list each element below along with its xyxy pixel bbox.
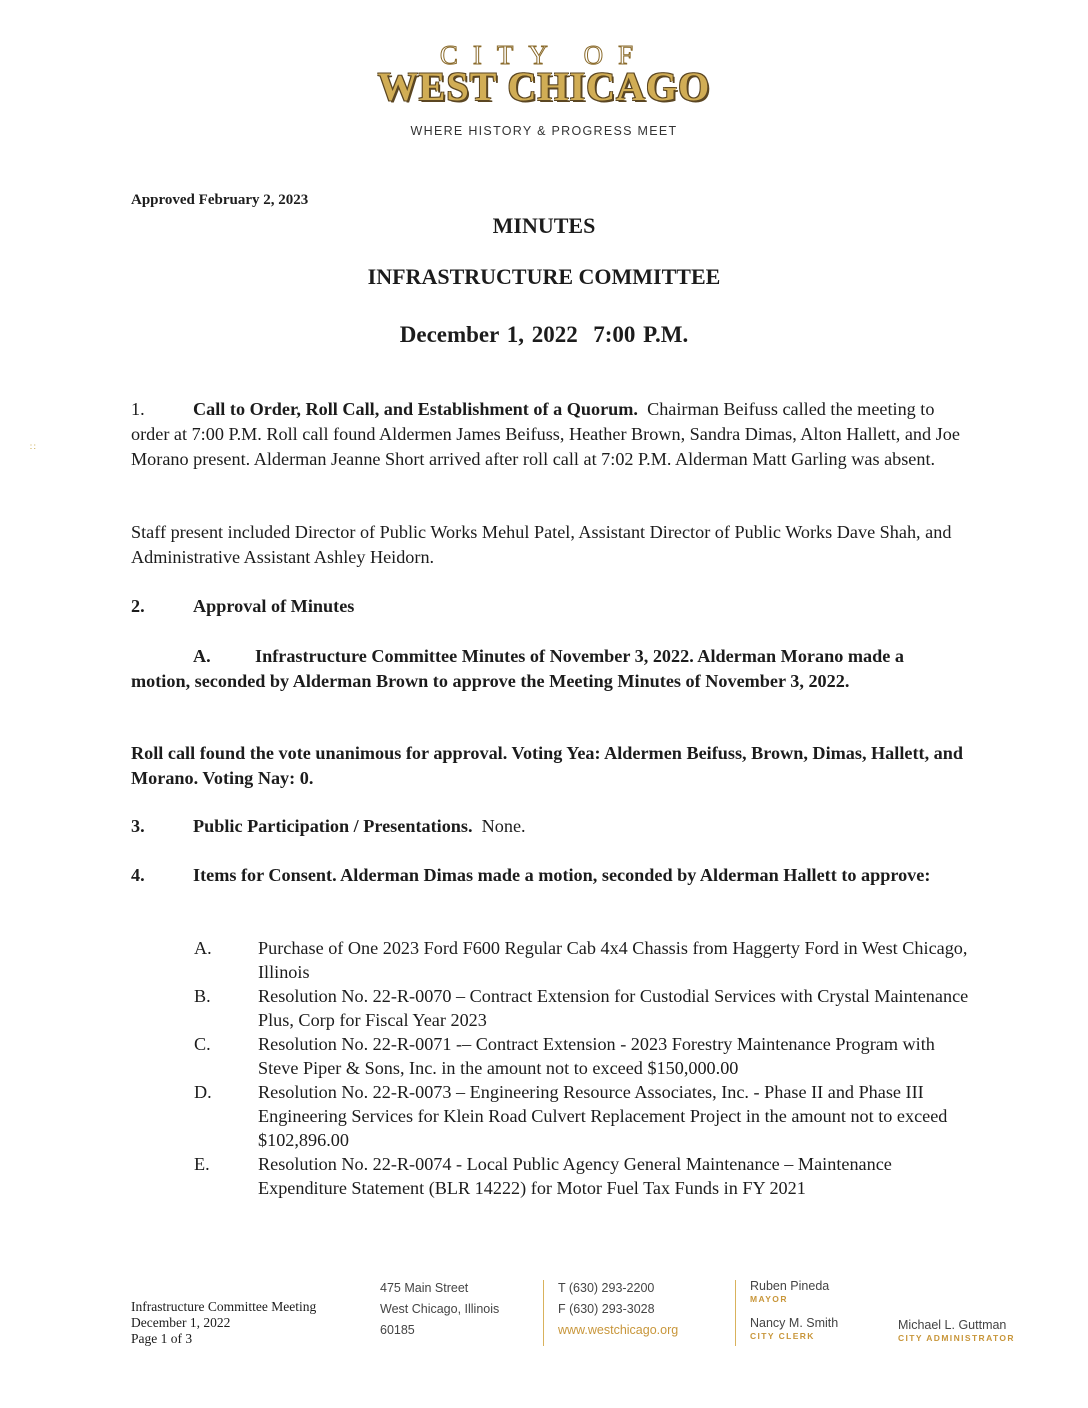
section-2-title: Approval of Minutes	[193, 596, 355, 616]
section-4	[131, 863, 963, 888]
footer-officials	[750, 1278, 838, 1342]
footer-address	[380, 1278, 499, 1341]
approved-date: Approved February 2, 2023	[131, 192, 309, 208]
section-4-number: 4.	[131, 865, 145, 885]
meeting-date: December 1, 2022 7:00 P.M.	[399, 322, 689, 347]
footer-divider	[543, 1280, 544, 1346]
consent-items-list	[194, 936, 974, 1200]
footer-page-number: Page 1 of 3	[131, 1331, 193, 1346]
section-1	[131, 397, 963, 472]
section-1-text: Chairman Beifuss called the meeting to order at 7:00 P.M. Roll call found Aldermen James Beifuss, Heather Brown, Sandra Dimas, Alton Hallett, and Joe Morano present. Alderman Jeanne Short arrived after roll call at 7:02 P.M. Alderman Matt Garling was absent.	[131, 399, 960, 469]
list-item-text: Resolution No. 22-R-0074 - Local Public Agency General Maintenance – Maintenance Expenditure Statement (BLR 14222) for Motor Fuel Tax Funds in FY 2021	[258, 1154, 892, 1198]
section-2-vote: Roll call found the vote unanimous for approval. Voting Yea: Aldermen Beifuss, Brown, Dimas, Hallett, and Morano. Voting Nay: 0.	[131, 743, 963, 788]
footer-city: West Chicago, Illinois	[380, 1302, 500, 1316]
section-3-title: Public Participation / Presentations.	[193, 816, 473, 836]
list-item-letter: C.	[194, 1034, 211, 1054]
section-3-number: 3.	[131, 816, 145, 836]
section-4-title: Items for Consent. Alderman Dimas made a motion, seconded by Alderman Hallett to approve:	[193, 865, 931, 885]
logo-tagline: WHERE HISTORY & PROGRESS MEET	[410, 124, 678, 138]
section-2a	[131, 644, 963, 694]
section-3	[131, 814, 963, 839]
clerk-name: Nancy M. Smith	[750, 1316, 839, 1330]
list-item-letter: D.	[194, 1082, 212, 1102]
section-1-number: 1.	[131, 399, 145, 419]
margin-mark-icon: ∷	[30, 442, 36, 452]
staff-present: Staff present included Director of Public Works Mehul Patel, Assistant Director of Public Works Dave Shah, and Administrative Assistant Ashley Heidorn.	[131, 522, 952, 567]
footer-website-link[interactable]: www.westchicago.org	[558, 1323, 679, 1337]
footer-divider	[735, 1280, 736, 1346]
section-3-text: None.	[481, 816, 526, 836]
list-item	[194, 1080, 974, 1152]
footer-fax: F (630) 293-3028	[558, 1302, 655, 1316]
list-item-text: Resolution No. 22-R-0071 -– Contract Extension - 2023 Forestry Maintenance Program with Steve Piper & Sons, Inc. in the amount not to exceed $150,000.00	[258, 1034, 935, 1078]
footer-phone: T (630) 293-2200	[558, 1281, 655, 1295]
footer-administrator	[898, 1317, 1015, 1344]
section-2	[131, 594, 963, 619]
list-item-letter: E.	[194, 1154, 210, 1174]
list-item-letter: B.	[194, 986, 211, 1006]
list-item-text: Resolution No. 22-R-0070 – Contract Extension for Custodial Services with Crystal Maintenance Plus, Corp for Fiscal Year 2023	[258, 986, 969, 1030]
footer-zip: 60185	[380, 1323, 415, 1337]
footer-meeting-date: December 1, 2022	[131, 1315, 231, 1330]
list-item	[194, 1032, 974, 1080]
section-2a-text: Infrastructure Committee Minutes of November 3, 2022. Alderman Morano made a motion, seconded by Alderman Brown to approve the Meeting Minutes of November 3, 2022.	[131, 646, 904, 691]
footer-street: 475 Main Street	[380, 1281, 469, 1295]
section-2a-letter: A.	[193, 646, 211, 666]
section-2-number: 2.	[131, 596, 145, 616]
list-item-text: Resolution No. 22-R-0073 – Engineering Resource Associates, Inc. - Phase II and Phase III Engineering Services for Klein Road Culvert Replacement Project in the amount not to exceed $102,896.00	[258, 1082, 948, 1150]
logo-city-of: CITY OF	[439, 40, 649, 70]
page-title: MINUTES	[492, 213, 596, 238]
section-1-title: Call to Order, Roll Call, and Establishment of a Quorum.	[193, 399, 638, 419]
list-item	[194, 984, 974, 1032]
list-item-text: Purchase of One 2023 Ford F600 Regular Cab 4x4 Chassis from Haggerty Ford in West Chicago, Illinois	[258, 938, 968, 982]
list-item	[194, 936, 974, 984]
administrator-title: CITY ADMINISTRATOR	[898, 1333, 1015, 1343]
administrator-name: Michael L. Guttman	[898, 1318, 1007, 1332]
footer-meeting-info	[131, 1299, 316, 1347]
list-item-letter: A.	[194, 938, 212, 958]
clerk-title: CITY CLERK	[750, 1331, 815, 1341]
logo-west-chicago: WEST CHICAGO	[377, 64, 711, 109]
committee-name: INFRASTRUCTURE COMMITTEE	[367, 264, 721, 289]
list-item	[194, 1152, 974, 1200]
footer-meeting-name: Infrastructure Committee Meeting	[131, 1299, 317, 1314]
mayor-title: MAYOR	[750, 1294, 788, 1304]
mayor-name: Ruben Pineda	[750, 1279, 830, 1293]
footer-contact	[558, 1278, 678, 1341]
